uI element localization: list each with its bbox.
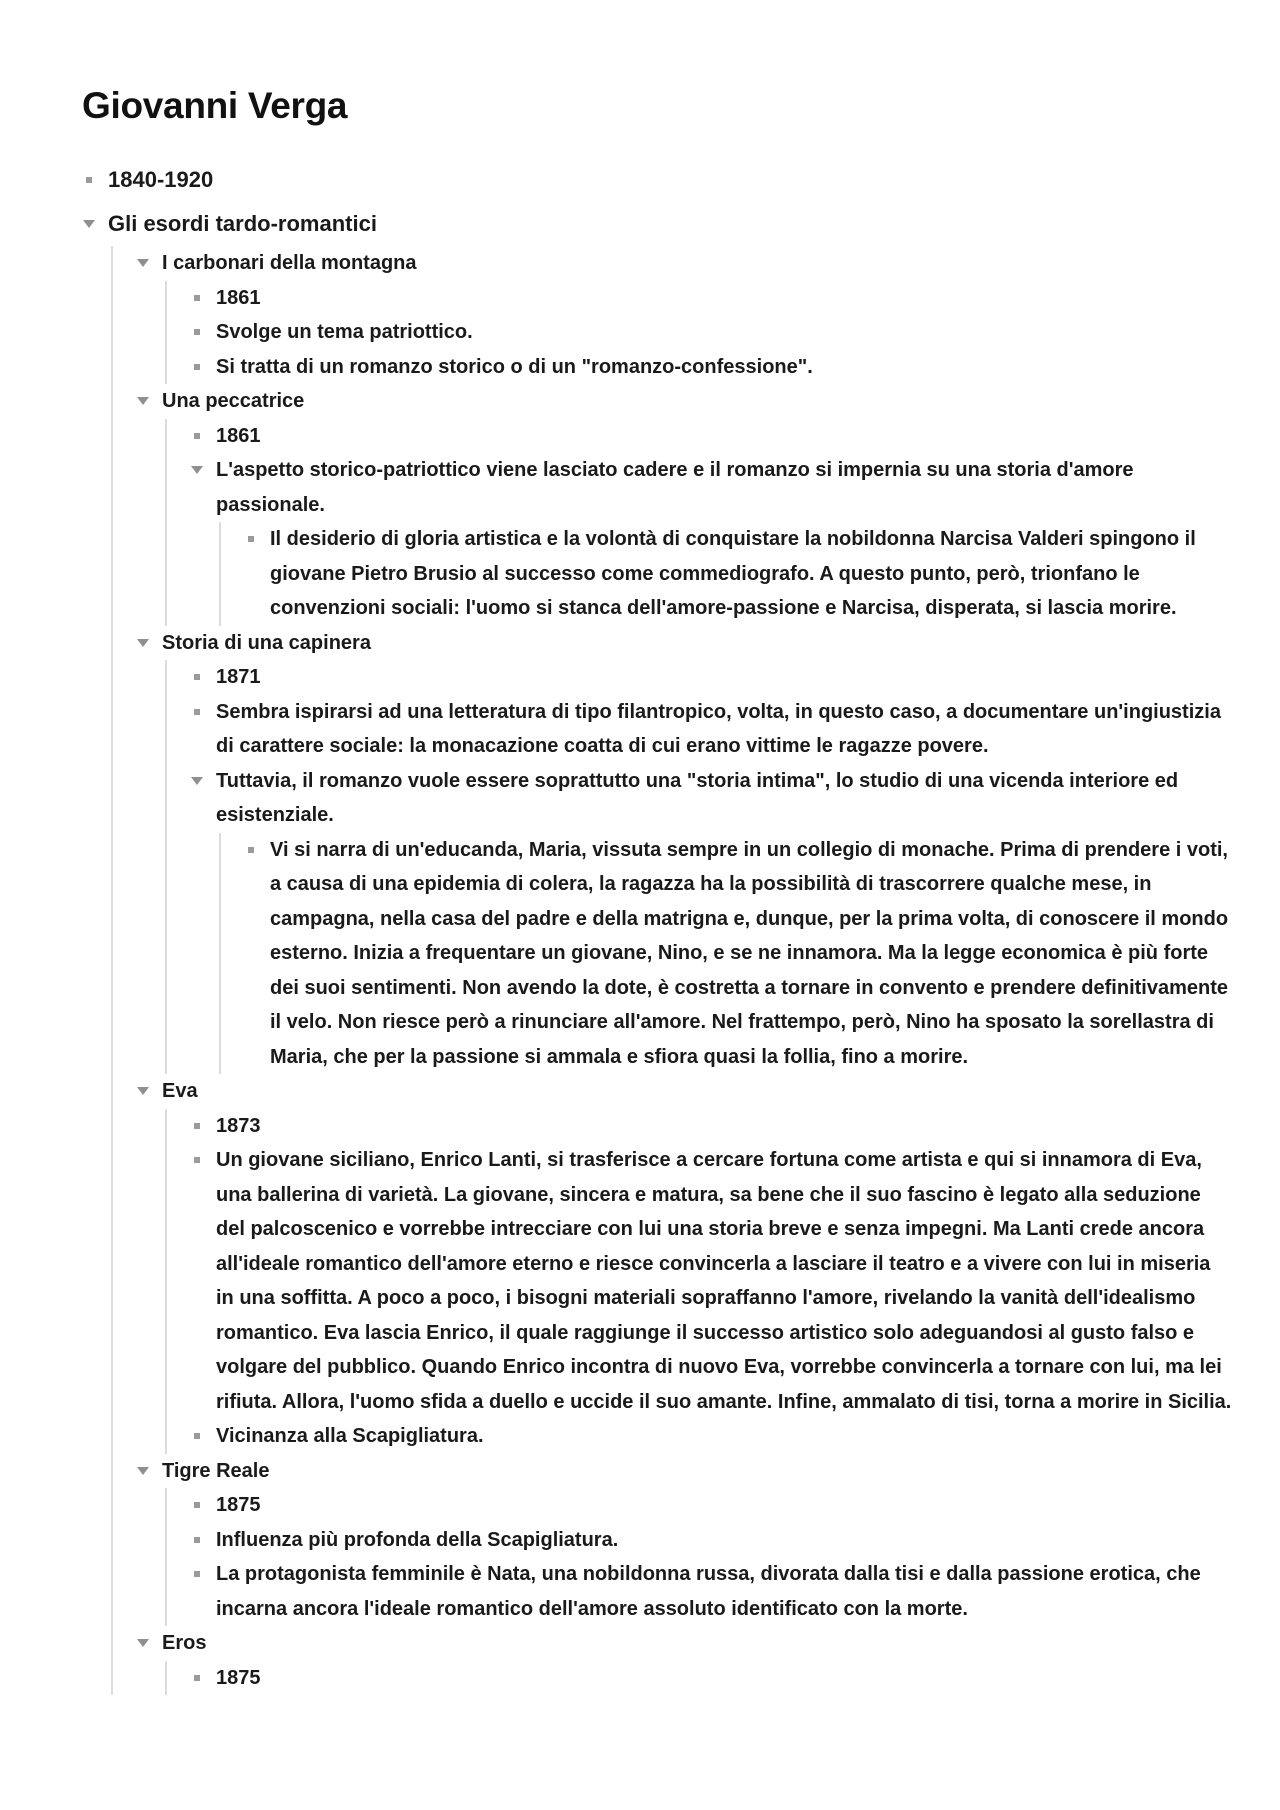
outline-item <box>136 246 1232 384</box>
outline-item <box>190 1523 1232 1558</box>
outline-item-text: Tuttavia, il romanzo vuole essere soprattutto una "storia intima", lo studio di una vicenda interiore ed esistenziale. <box>216 769 1179 826</box>
outline-children <box>111 246 1232 1695</box>
outline-item <box>190 419 1232 454</box>
outline-tree <box>82 158 1232 1695</box>
outline-item-text: Sembra ispirarsi ad una letteratura di tipo filantropico, volta, in questo caso, a documentare un'ingiustizia di carattere sociale: la monacazione coatta di cui erano vittime le ragazze povere. <box>216 700 1221 757</box>
square-bullet-icon <box>190 419 204 454</box>
outline-item-text: Tigre Reale <box>162 1459 270 1482</box>
square-bullet-icon <box>244 833 258 868</box>
square-bullet-icon <box>190 695 204 730</box>
outline-children <box>219 833 1232 1075</box>
outline-item-text: 1861 <box>216 286 261 309</box>
document-page <box>82 78 1232 1695</box>
outline-children <box>219 522 1232 626</box>
outline-item-text: Storia di una capinera <box>162 631 371 654</box>
square-bullet-icon <box>82 158 96 202</box>
outline-item <box>190 453 1232 626</box>
outline-item-text: Una peccatrice <box>162 390 305 412</box>
outline-item <box>136 1454 1232 1627</box>
collapse-triangle-icon[interactable] <box>136 384 150 419</box>
outline-item <box>190 764 1232 1075</box>
outline-item <box>136 626 1232 1075</box>
outline-item-text: La protagonista femminile è Nata, una nobildonna russa, divorata dalla tisi e dalla passione erotica, che incarna ancora l'ideale romantico dell'amore assoluto identificato con la morte. <box>216 1563 1201 1620</box>
square-bullet-icon <box>190 1419 204 1454</box>
outline-children <box>165 660 1232 1074</box>
collapse-triangle-icon[interactable] <box>190 764 204 799</box>
outline-item-text: L'aspetto storico-patriottico viene lasciato cadere e il romanzo si impernia su una storia d'amore passionale. <box>216 459 1134 516</box>
outline-item <box>190 315 1232 350</box>
outline-item <box>244 522 1232 626</box>
square-bullet-icon <box>190 315 204 350</box>
outline-item-text: Un giovane siciliano, Enrico Lanti, si trasferisce a cercare fortuna come artista e qui si innamora di Eva, una ballerina di varietà. La giovane, sincera e matura, sa bene che il suo fascino è legato alla seduzione del palcoscenico e vorrebbe intrecciare con lui una storia breve e senza impegni. Ma Lanti crede ancora all'ideale romantico dell'amore eterno e riesce convincerla a lasciare il teatro e a vivere con lui in miseria in una soffitta. A poco a poco, i bisogni materiali sopraffanno l'amore, rivelando la vanità dell'idealismo romantico. Eva lascia Enrico, il quale raggiunge il successo artistico solo adeguandosi al gusto falso e volgare del pubblico. Quando Enrico incontra di nuovo Eva, vorrebbe convincerla a tornare con lui, ma lei rifiuta. Allora, l'uomo sfida a duello e uccide il suo amante. Infine, ammalato di tisi, torna a morire in Sicilia. <box>216 1149 1232 1413</box>
outline-item-text: Eva <box>162 1080 198 1102</box>
collapse-triangle-icon[interactable] <box>136 626 150 661</box>
collapse-triangle-icon[interactable] <box>136 1626 150 1661</box>
square-bullet-icon <box>190 1661 204 1696</box>
collapse-triangle-icon[interactable] <box>82 202 96 246</box>
outline-item-text: 1873 <box>216 1114 261 1137</box>
collapse-triangle-icon[interactable] <box>136 246 150 281</box>
outline-item <box>136 1626 1232 1695</box>
square-bullet-icon <box>190 660 204 695</box>
collapse-triangle-icon[interactable] <box>136 1074 150 1109</box>
outline-item <box>190 1419 1232 1454</box>
outline-item-text: 1875 <box>216 1666 261 1689</box>
outline-item-text: Vicinanza alla Scapigliatura. <box>216 1425 484 1447</box>
outline-item-text: 1861 <box>216 424 261 447</box>
outline-item <box>190 1143 1232 1419</box>
outline-children <box>165 419 1232 626</box>
outline-item-text: Vi si narra di un'educanda, Maria, vissuta sempre in un collegio di monache. Prima di prendere i voti, a causa di una epidemia di colera, la ragazza ha la possibilità di trascorrere qualche mese, in campagna, nella casa del padre e della matrigna e, dunque, per la prima volta, di conoscere il mondo esterno. Inizia a frequentare un giovane, Nino, e se ne innamora. Ma la legge economica è più forte dei suoi sentimenti. Non avendo la dote, è costretta a tornare in convento e prendere definitivamente il velo. Non riesce però a rinunciare all'amore. Nel frattempo, però, Nino ha sposato la sorellastra di Maria, che per la passione si ammala e sfiora quasi la follia, fino a morire. <box>270 838 1229 1068</box>
outline-item <box>136 384 1232 626</box>
outline-item-text: 1875 <box>216 1494 261 1516</box>
outline-item <box>190 281 1232 316</box>
outline-item-text: I carbonari della montagna <box>162 252 417 274</box>
outline-item-text: Il desiderio di gloria artistica e la volontà di conquistare la nobildonna Narcisa Valderi spingono il giovane Pietro Brusio al successo come commediografo. A questo punto, però, trionfano le convenzioni sociali: l'uomo si stanca dell'amore-passione e Narcisa, disperata, si lascia morire. <box>270 528 1196 619</box>
square-bullet-icon <box>190 1488 204 1523</box>
square-bullet-icon <box>190 1109 204 1144</box>
square-bullet-icon <box>190 1557 204 1592</box>
square-bullet-icon <box>190 1143 204 1178</box>
square-bullet-icon <box>190 350 204 385</box>
page-title: Giovanni Verga <box>82 85 348 126</box>
square-bullet-icon <box>190 281 204 316</box>
collapse-triangle-icon[interactable] <box>136 1454 150 1489</box>
outline-item-text: Gli esordi tardo-romantici <box>108 211 377 236</box>
outline-item <box>190 660 1232 695</box>
outline-children <box>165 1488 1232 1626</box>
square-bullet-icon <box>190 1523 204 1558</box>
outline-item-text: Si tratta di un romanzo storico o di un "romanzo-confessione". <box>216 355 813 378</box>
outline-item <box>82 202 1232 1695</box>
outline-item-text: Svolge un tema patriottico. <box>216 321 473 343</box>
collapse-triangle-icon[interactable] <box>190 453 204 488</box>
outline-item-text: Eros <box>162 1632 207 1654</box>
outline-item-text: 1840-1920 <box>108 167 214 192</box>
outline-item <box>190 1488 1232 1523</box>
outline-item <box>190 1557 1232 1626</box>
outline-children <box>165 1109 1232 1454</box>
outline-item <box>190 1109 1232 1144</box>
outline-item <box>190 695 1232 764</box>
outline-children <box>165 1661 1232 1696</box>
outline-item <box>136 1074 1232 1454</box>
outline-item <box>82 158 1232 202</box>
outline-item <box>190 1661 1232 1696</box>
outline-item <box>244 833 1232 1075</box>
outline-item-text: 1871 <box>216 666 261 688</box>
outline-item <box>190 350 1232 385</box>
outline-children <box>165 281 1232 385</box>
outline-item-text: Influenza più profonda della Scapigliatura. <box>216 1528 619 1551</box>
square-bullet-icon <box>244 522 258 557</box>
